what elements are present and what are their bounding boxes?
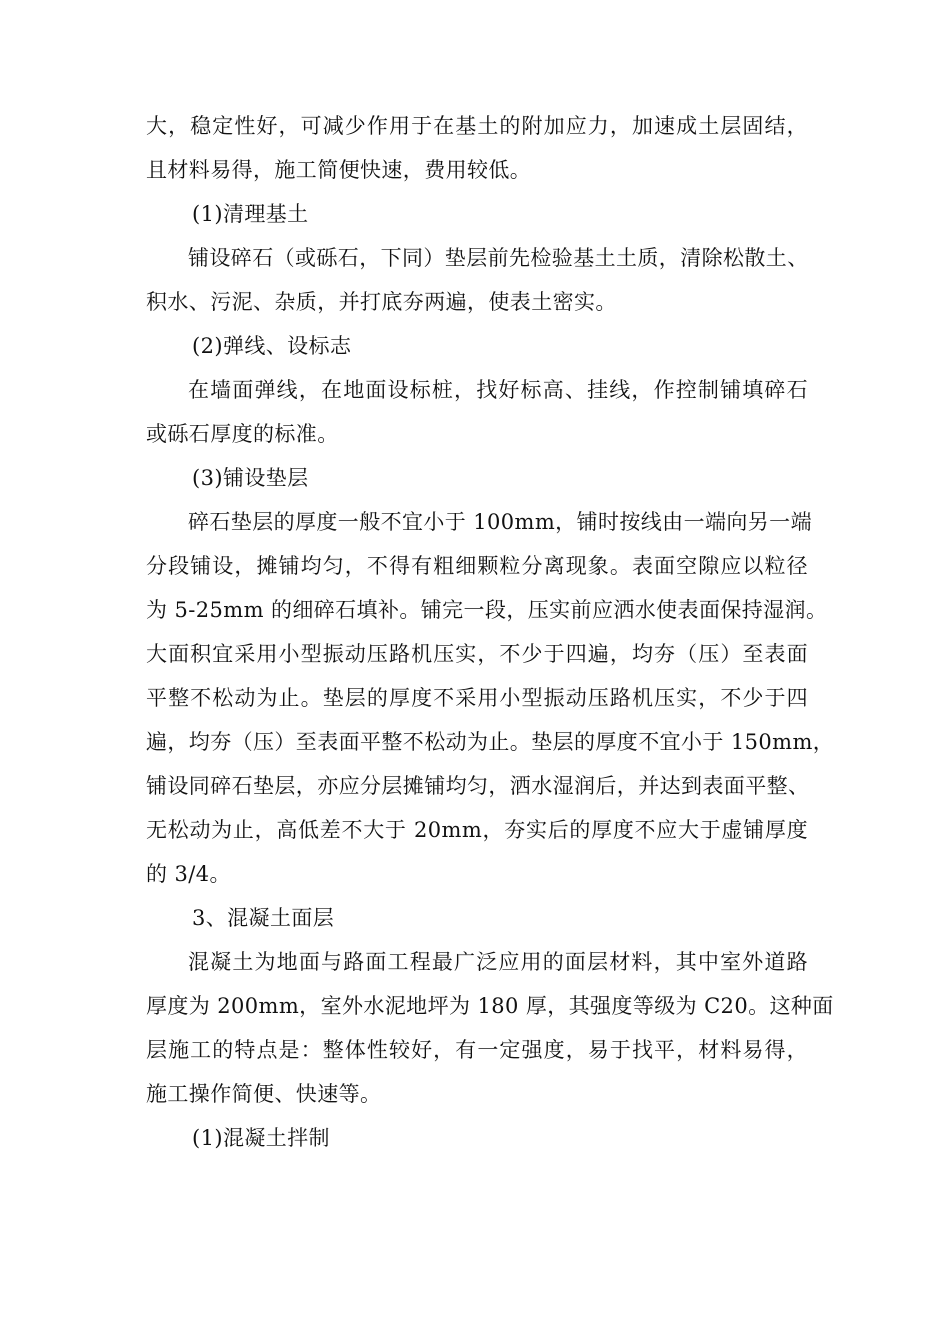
paragraph-line: 遍，均夯（压）至表面平整不松动为止。垫层的厚度不宜小于 150mm， [146, 730, 835, 754]
section-heading: (1)混凝土拌制 [192, 1126, 330, 1150]
paragraph-line: 厚度为 200mm，室外水泥地坪为 180 厚，其强度等级为 C20。这种面 [146, 994, 834, 1018]
paragraph-line: 无松动为止，高低差不大于 20mm，夯实后的厚度不应大于虚铺厚度 [146, 818, 808, 842]
paragraph-line: 大面积宜采用小型振动压路机压实，不少于四遍，均夯（压）至表面 [146, 642, 808, 666]
paragraph-line: 碎石垫层的厚度一般不宜小于 100mm，铺时按线由一端向另一端 [188, 510, 812, 534]
paragraph-line: 层施工的特点是：整体性较好，有一定强度，易于找平，材料易得， [146, 1038, 808, 1062]
section-heading: (2)弹线、设标志 [192, 334, 352, 358]
paragraph-line: 铺设同碎石垫层，亦应分层摊铺均匀，洒水湿润后，并达到表面平整、 [146, 774, 810, 798]
paragraph-line: 铺设碎石（或砾石，下同）垫层前先检验基土土质，清除松散土、 [188, 246, 809, 270]
section-heading: (1)清理基土 [192, 202, 309, 226]
paragraph-line: 或砾石厚度的标准。 [146, 422, 339, 446]
paragraph-line: 分段铺设，摊铺均匀，不得有粗细颗粒分离现象。表面空隙应以粒径 [146, 554, 808, 578]
paragraph-line: 在墙面弹线，在地面设标桩，找好标高、挂线，作控制铺填碎石 [188, 378, 808, 402]
paragraph-line: 积水、污泥、杂质，并打底夯两遍，使表土密实。 [146, 290, 617, 314]
paragraph-line: 施工操作简便、快速等。 [146, 1082, 382, 1106]
paragraph-line: 的 3/4。 [146, 862, 231, 886]
paragraph-line: 且材料易得，施工简便快速，费用较低。 [146, 158, 532, 182]
paragraph-line: 平整不松动为止。垫层的厚度不采用小型振动压路机压实，不少于四 [146, 686, 808, 710]
section-heading: 3、混凝土面层 [192, 906, 335, 930]
document-body [146, 104, 835, 1160]
paragraph-line: 大，稳定性好，可减少作用于在基土的附加应力，加速成土层固结， [146, 114, 808, 138]
section-heading: (3)铺设垫层 [192, 466, 309, 490]
paragraph-line: 为 5-25mm 的细碎石填补。铺完一段，压实前应洒水使表面保持湿润。 [146, 598, 828, 622]
paragraph-line: 混凝土为地面与路面工程最广泛应用的面层材料，其中室外道路 [188, 950, 808, 974]
